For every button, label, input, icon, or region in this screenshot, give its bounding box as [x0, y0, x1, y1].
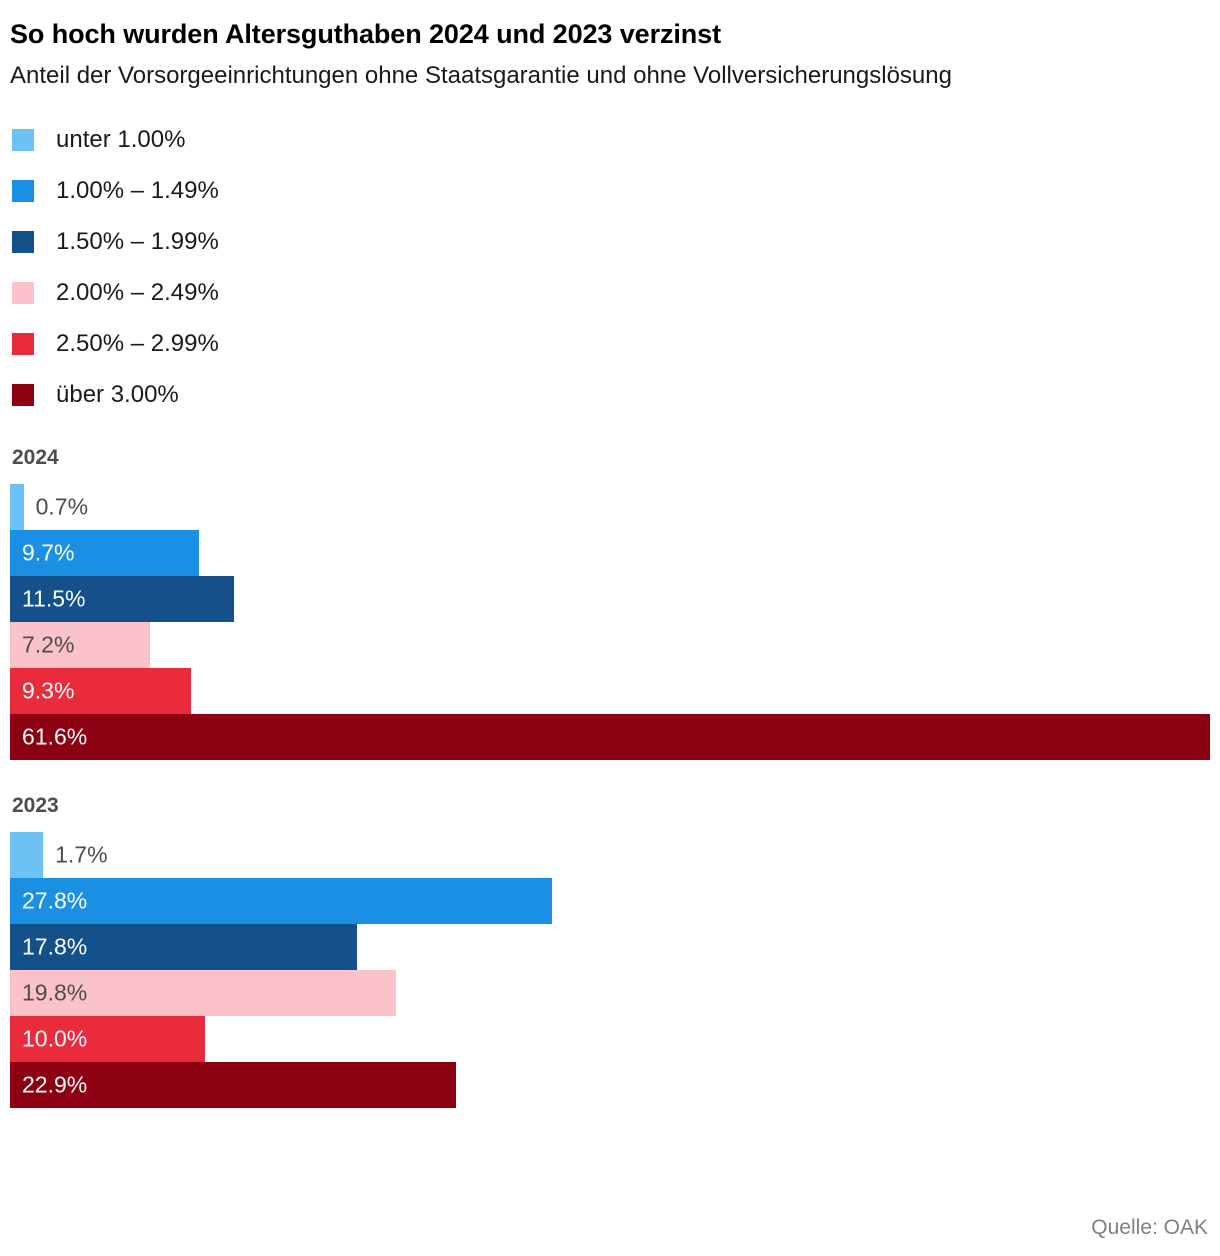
- legend-item-label: über 3.00%: [56, 380, 179, 408]
- legend-item-label: 1.50% – 1.99%: [56, 227, 219, 255]
- bar-group: [10, 832, 1210, 1108]
- legend-item-label: unter 1.00%: [56, 125, 186, 153]
- group-title: 2024: [12, 446, 59, 470]
- bar[interactable]: [10, 878, 552, 924]
- legend-item: [10, 267, 1210, 318]
- table-row: [10, 484, 1210, 530]
- table-row: [10, 924, 1210, 970]
- table-row: [10, 668, 1210, 714]
- bar-value-label: 17.8%: [22, 933, 88, 960]
- table-row: [10, 1062, 1210, 1108]
- legend-swatch-icon: [12, 384, 34, 406]
- page-subtitle: Anteil der Vorsorgeeinrichtungen ohne Staatsgarantie und ohne Vollversicherungslösung: [10, 62, 952, 90]
- legend-swatch-icon: [12, 129, 34, 151]
- bar-value-label: 61.6%: [22, 723, 88, 750]
- bar-value-label: 19.8%: [22, 979, 88, 1006]
- bar-value-label: 7.2%: [22, 631, 75, 658]
- bar[interactable]: [10, 970, 396, 1016]
- bar[interactable]: [10, 1062, 456, 1108]
- legend-item-label: 2.00% – 2.49%: [56, 278, 219, 306]
- table-row: [10, 970, 1210, 1016]
- bar-group: [10, 484, 1210, 760]
- chart-group-2023: [10, 794, 1210, 1108]
- legend-item: [10, 114, 1210, 165]
- bar[interactable]: [10, 668, 191, 714]
- legend-item: [10, 318, 1210, 369]
- table-row: [10, 1016, 1210, 1062]
- bar-value-label: 9.3%: [22, 677, 75, 704]
- legend-item-label: 2.50% – 2.99%: [56, 329, 219, 357]
- table-row: [10, 576, 1210, 622]
- legend: [10, 114, 1210, 420]
- legend-swatch-icon: [12, 333, 34, 355]
- table-row: [10, 878, 1210, 924]
- bar-value-label: 11.5%: [22, 585, 86, 612]
- legend-swatch-icon: [12, 180, 34, 202]
- page-title: So hoch wurden Altersguthaben 2024 und 2023 verzinst: [10, 19, 721, 49]
- chart-group-2024: [10, 446, 1210, 760]
- legend-item: [10, 165, 1210, 216]
- legend-item: [10, 369, 1210, 420]
- bar-value-label: 1.7%: [55, 841, 108, 868]
- legend-swatch-icon: [12, 231, 34, 253]
- source-note: Quelle: OAK: [1091, 1216, 1208, 1239]
- bar[interactable]: [10, 484, 89, 530]
- bar[interactable]: [10, 714, 1210, 760]
- bar[interactable]: [10, 576, 234, 622]
- legend-item-label: 1.00% – 1.49%: [56, 176, 219, 204]
- bar-value-label: 27.8%: [22, 887, 88, 914]
- bar-value-label: 10.0%: [22, 1025, 88, 1052]
- legend-item: [10, 216, 1210, 267]
- bar-value-label: 9.7%: [22, 539, 75, 566]
- table-row: [10, 714, 1210, 760]
- group-title: 2023: [12, 794, 59, 818]
- bar-value-label: 22.9%: [22, 1071, 88, 1098]
- bar[interactable]: [10, 1016, 205, 1062]
- bar[interactable]: [10, 924, 357, 970]
- table-row: [10, 622, 1210, 668]
- bar[interactable]: [10, 530, 199, 576]
- bar[interactable]: [10, 622, 150, 668]
- table-row: [10, 832, 1210, 878]
- table-row: [10, 530, 1210, 576]
- legend-swatch-icon: [12, 282, 34, 304]
- bar[interactable]: [10, 832, 108, 878]
- bar-value-label: 0.7%: [35, 493, 89, 520]
